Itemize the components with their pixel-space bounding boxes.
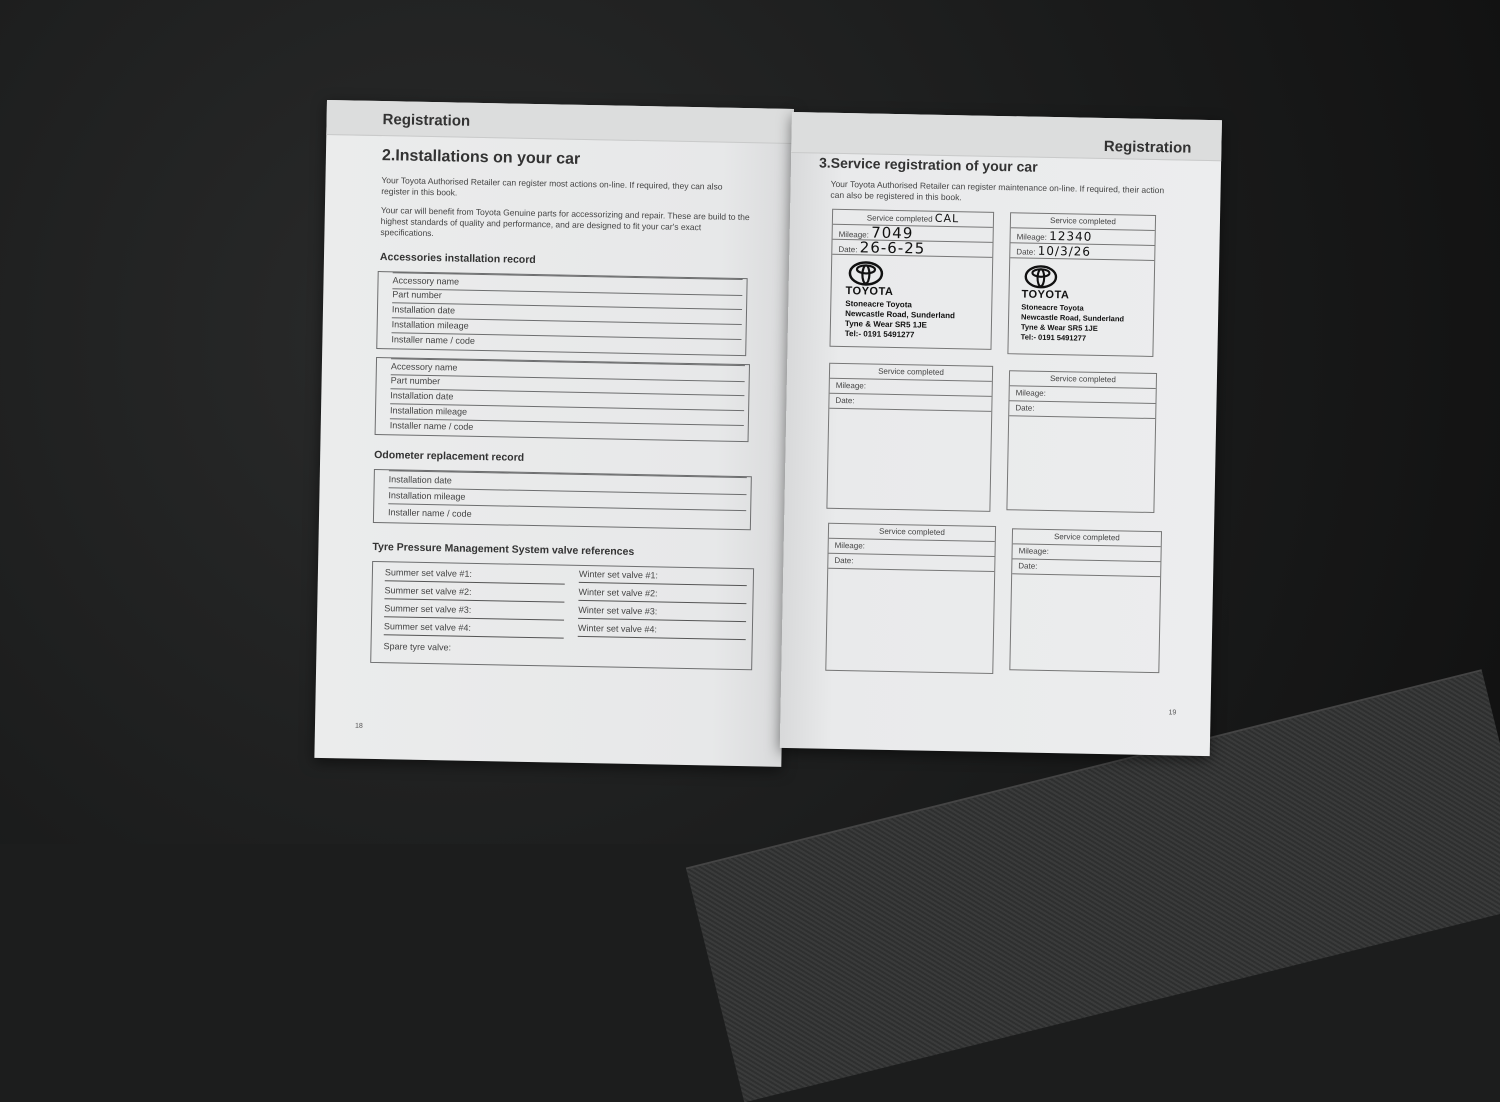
- service-record-2: [1007, 212, 1156, 357]
- service-completed-label: Service completed: [1013, 529, 1161, 547]
- field-row: Part number: [390, 373, 744, 396]
- summer-valve-1: Summer set valve #1:: [385, 564, 565, 584]
- summer-valve-4: Summer set valve #4:: [384, 618, 564, 638]
- service-record-6: [1009, 528, 1162, 673]
- field-row: Installation mileage: [388, 487, 746, 511]
- accessory-record-2: [375, 357, 750, 442]
- date-line: Date: 10/3/26: [1010, 243, 1154, 261]
- field-row: Accessory name: [392, 272, 742, 296]
- mileage-line: Mileage: 12340: [1011, 228, 1155, 246]
- date-line: Date:: [1012, 559, 1160, 577]
- service-completed-label: Service completed CAL: [833, 210, 993, 228]
- service-record-5: [825, 523, 996, 674]
- spare-valve: Spare tyre valve:: [383, 641, 452, 653]
- service-record-4: [1006, 370, 1157, 513]
- summer-valve-3: Summer set valve #3:: [384, 600, 564, 620]
- handwritten-date: 10/3/26: [1037, 243, 1092, 259]
- field-row: Installation date: [389, 470, 747, 495]
- service-intro: Your Toyota Authorised Retailer can register maintenance on-line. If required, their action can also be registered in this book.: [830, 178, 1165, 203]
- left-header-title: Registration: [382, 111, 471, 130]
- handwritten-service-code: CAL: [934, 211, 960, 226]
- field-row: Installation date: [392, 302, 742, 325]
- field-row: Installer name / code: [391, 334, 476, 346]
- service-record-1: [830, 209, 995, 350]
- field-row: Installer name / code: [389, 420, 474, 432]
- left-header: [326, 100, 794, 144]
- field-row: Accessory name: [391, 358, 745, 382]
- service-completed-label: Service completed: [829, 524, 995, 542]
- date-line: Date:: [829, 394, 991, 412]
- date-line: Date: 26-6-25: [832, 240, 992, 258]
- odometer-record: [373, 469, 752, 530]
- mileage-line: Mileage: 7049: [833, 225, 993, 243]
- tpms-heading: Tyre Pressure Management System valve references: [372, 540, 635, 558]
- right-page: [780, 112, 1222, 756]
- mileage-line: Mileage:: [829, 539, 995, 557]
- field-row: Installation mileage: [392, 317, 742, 340]
- installations-title: 2.Installations on your car: [381, 147, 581, 168]
- service-completed-label: Service completed: [1010, 371, 1156, 389]
- service-title: 3.Service registration of your car: [818, 154, 1038, 175]
- page-number-right: 19: [1168, 709, 1177, 717]
- winter-valve-2: Winter set valve #2:: [578, 584, 746, 604]
- mileage-line: Mileage:: [1009, 386, 1155, 404]
- date-line: Date:: [828, 554, 994, 572]
- handwritten-mileage: 7049: [871, 223, 914, 243]
- summer-valve-2: Summer set valve #2:: [384, 582, 564, 602]
- service-completed-label: Service completed: [830, 364, 992, 382]
- intro-paragraph-2: Your car will benefit from Toyota Genuine parts for accessorizing and repair. These are build to the highest standards of quality and performance, and are designed to fit your car's exact specifications.: [380, 205, 750, 239]
- winter-valve-3: Winter set valve #3:: [578, 602, 746, 622]
- dealer-stamp: TOYOTA Stoneacre Toyota Newcastle Road, Sunderland Tyne & Wear SR5 1JE Tel:- 0191 5491277: [844, 285, 956, 340]
- odometer-heading: Odometer replacement record: [374, 448, 525, 464]
- field-row: Installation mileage: [390, 403, 744, 426]
- field-row: Installation date: [390, 388, 744, 411]
- dealer-stamp: TOYOTA Stoneacre Toyota Newcastle Road, Sunderland Tyne & Wear SR5 1JE Tel:- 0191 5491277: [1020, 288, 1125, 343]
- tpms-record: [370, 561, 754, 670]
- field-row: Part number: [392, 287, 742, 310]
- toyota-logo-icon: [1024, 263, 1058, 290]
- mileage-line: Mileage:: [1012, 544, 1160, 562]
- right-header: [791, 112, 1222, 161]
- handwritten-mileage: 12340: [1049, 228, 1093, 244]
- accessories-heading: Accessories installation record: [379, 251, 536, 267]
- service-completed-label: Service completed: [1011, 213, 1155, 231]
- toyota-logo-icon: [848, 260, 884, 287]
- winter-valve-1: Winter set valve #1:: [579, 566, 747, 586]
- right-header-title: Registration: [1103, 137, 1192, 157]
- intro-paragraph-1: Your Toyota Authorised Retailer can register most actions on-line. If required, they can also register in this book.: [381, 175, 723, 198]
- handwritten-date: 26-6-25: [859, 238, 926, 258]
- mileage-line: Mileage:: [830, 379, 992, 397]
- page-number-left: 18: [354, 722, 363, 730]
- winter-valve-4: Winter set valve #4:: [578, 620, 746, 640]
- left-page: [314, 100, 794, 767]
- accessory-record-1: [376, 271, 747, 356]
- service-record-3: [826, 363, 993, 512]
- field-row: Installer name / code: [388, 507, 472, 519]
- date-line: Date:: [1009, 401, 1155, 419]
